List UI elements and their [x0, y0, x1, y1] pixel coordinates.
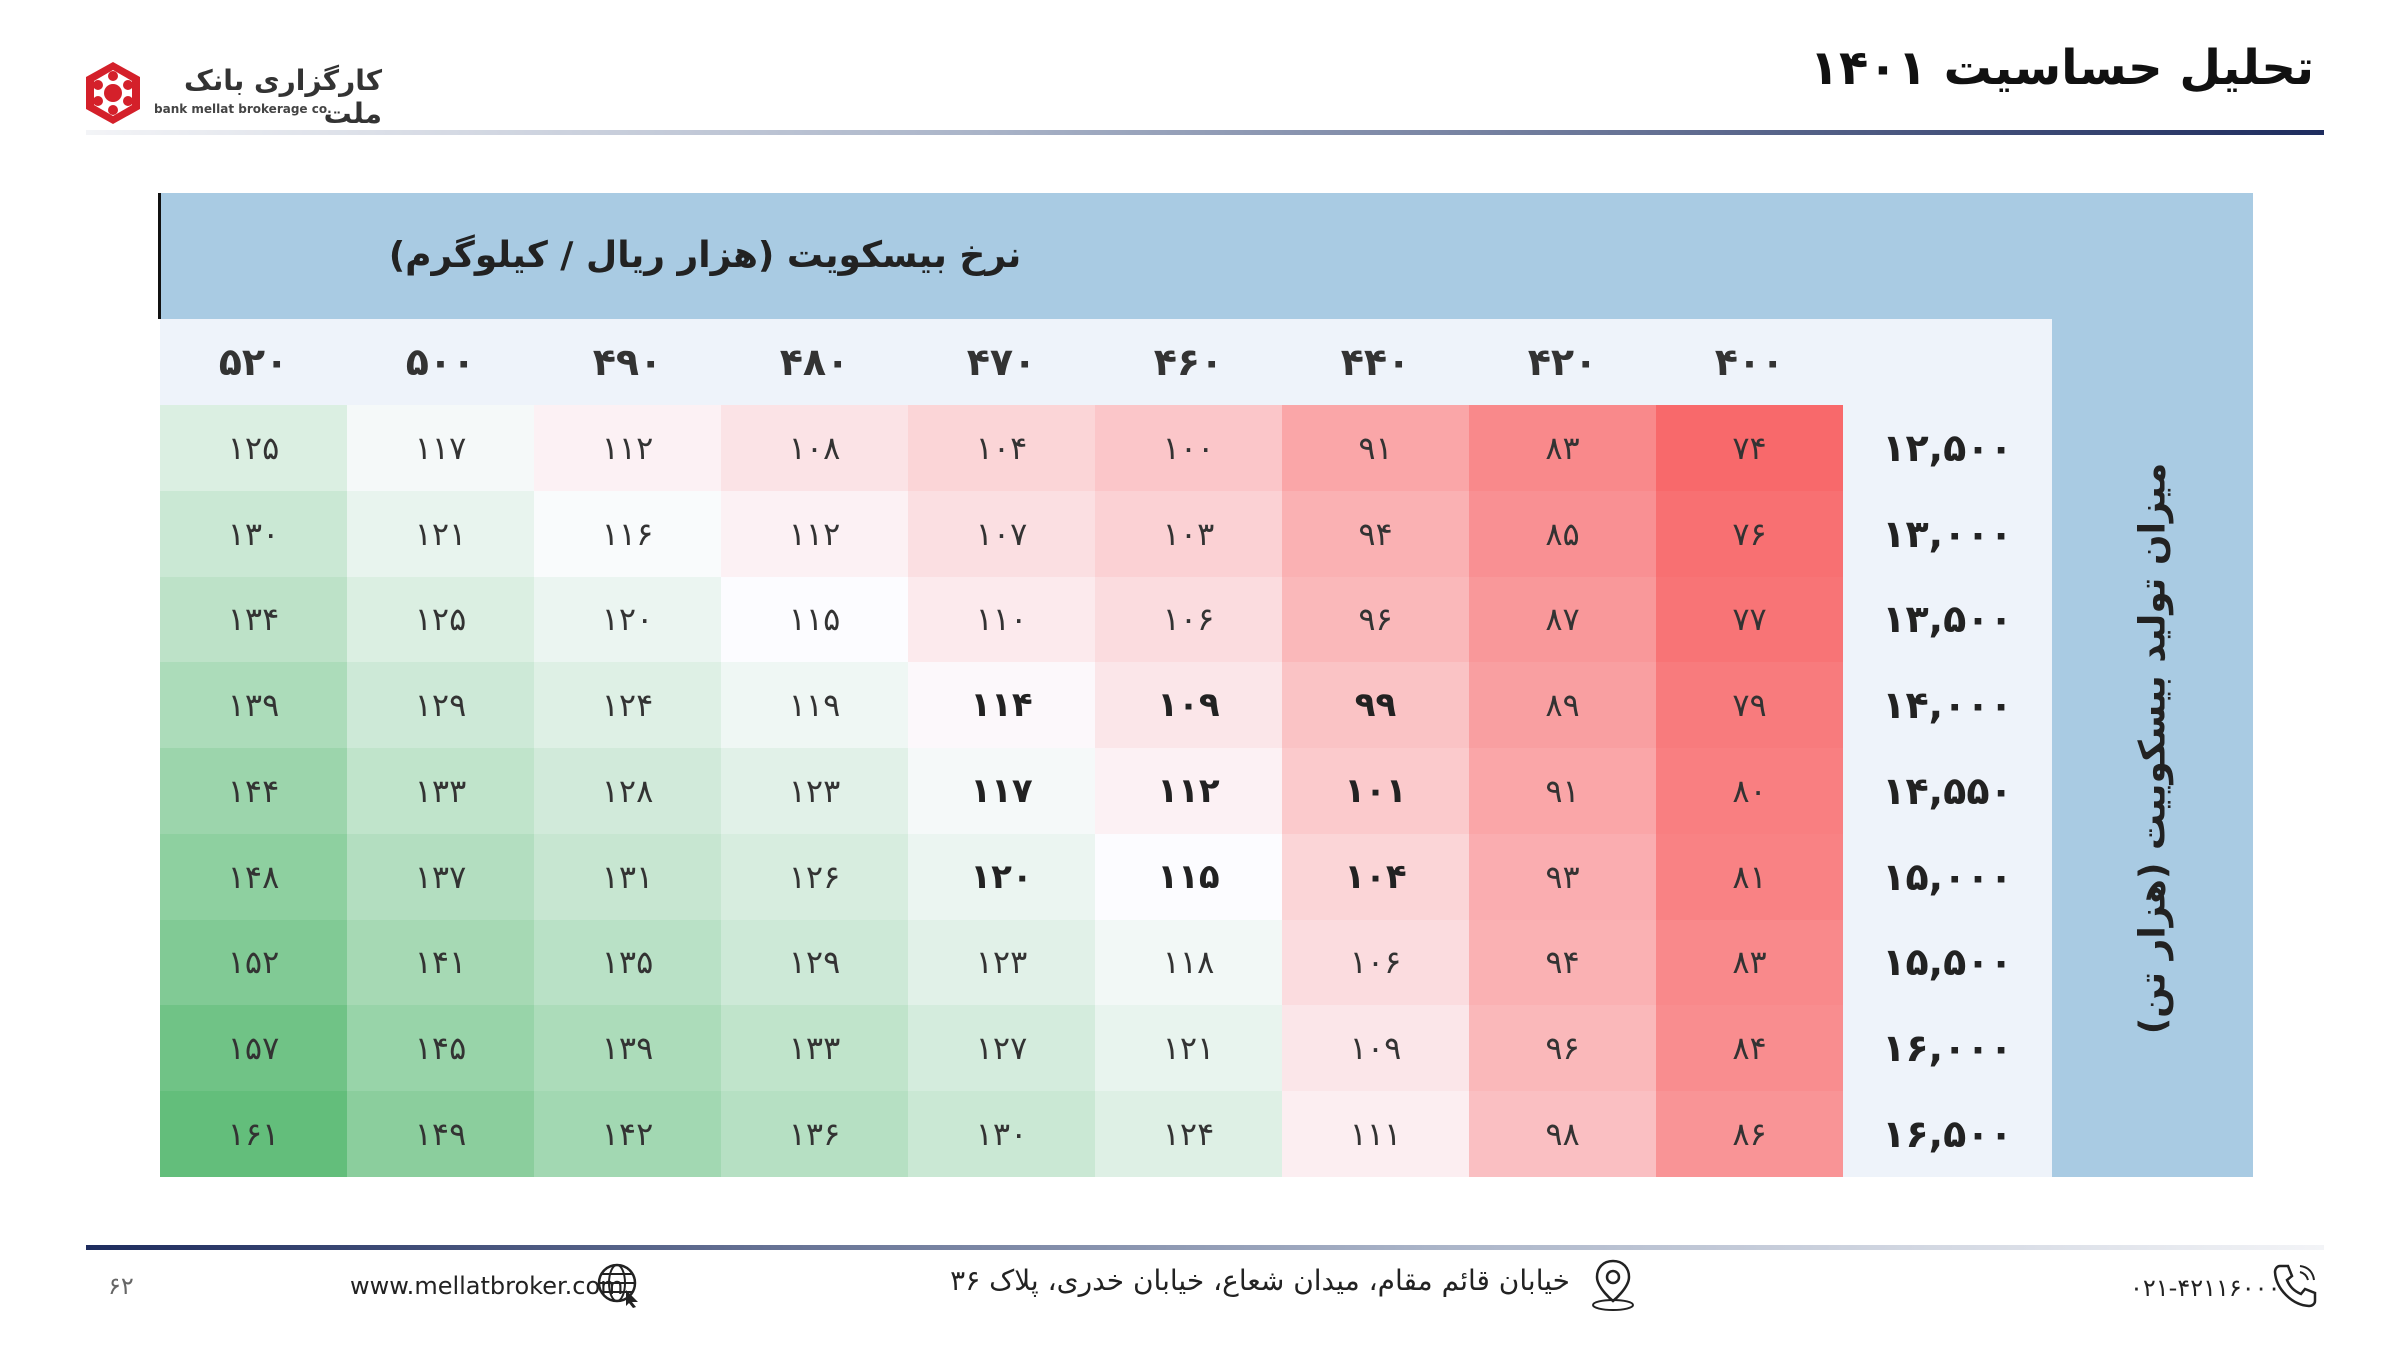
table-cell: ۱۲۴	[1095, 1091, 1282, 1177]
table-cell: ۱۲۷	[908, 1005, 1095, 1091]
footer-divider	[86, 1245, 2324, 1250]
column-header: ۴۷۰	[908, 319, 1095, 405]
table-cell: ۱۱۷	[347, 405, 534, 491]
table-cell: ۱۲۱	[1095, 1005, 1282, 1091]
row-header: ۱۵,۵۰۰	[1843, 920, 2052, 1006]
table-cell: ۷۹	[1656, 662, 1843, 748]
brand-logo	[82, 60, 382, 140]
table-cell: ۸۱	[1656, 834, 1843, 920]
column-header: ۵۰۰	[347, 319, 534, 405]
column-header: ۴۶۰	[1095, 319, 1282, 405]
table-cell: ۸۰	[1656, 748, 1843, 834]
column-header: ۴۰۰	[1656, 319, 1843, 405]
table-cell: ۱۴۴	[160, 748, 347, 834]
sensitivity-table	[160, 319, 2052, 1177]
table-cell: ۱۲۳	[908, 920, 1095, 1006]
table-row	[160, 748, 2052, 834]
table-cell: ۱۲۱	[347, 491, 534, 577]
table-cell: ۱۱۲	[721, 491, 908, 577]
column-header: ۴۲۰	[1469, 319, 1656, 405]
table-cell: ۱۲۴	[534, 662, 721, 748]
page-number: ۶۲	[108, 1272, 134, 1300]
table-cell: ۱۰۱	[1282, 748, 1469, 834]
table-cell: ۱۴۱	[347, 920, 534, 1006]
row-header: ۱۲,۵۰۰	[1843, 405, 2052, 491]
table-cell: ۱۱۰	[908, 577, 1095, 663]
table-cell: ۱۳۶	[721, 1091, 908, 1177]
table-row	[160, 834, 2052, 920]
row-header: ۱۴,۰۰۰	[1843, 662, 2052, 748]
row-header: ۱۳,۰۰۰	[1843, 491, 2052, 577]
table-cell: ۹۶	[1469, 1005, 1656, 1091]
table-cell: ۸۹	[1469, 662, 1656, 748]
table-cell: ۱۵۷	[160, 1005, 347, 1091]
table-row	[160, 405, 2052, 491]
table-cell: ۸۴	[1656, 1005, 1843, 1091]
table-cell: ۱۲۳	[721, 748, 908, 834]
table-cell: ۹۴	[1282, 491, 1469, 577]
table-cell: ۱۳۷	[347, 834, 534, 920]
row-header: ۱۵,۰۰۰	[1843, 834, 2052, 920]
table-cell: ۱۱۶	[534, 491, 721, 577]
table-cell: ۹۱	[1469, 748, 1656, 834]
table-cell: ۱۰۴	[1282, 834, 1469, 920]
logo-mark-icon	[82, 60, 144, 126]
table-cell: ۱۲۶	[721, 834, 908, 920]
column-header-row	[160, 319, 2052, 405]
table-cell: ۹۳	[1469, 834, 1656, 920]
table-cell: ۱۲۵	[160, 405, 347, 491]
table-row	[160, 920, 2052, 1006]
table-row	[160, 491, 2052, 577]
table-cell: ۱۳۱	[534, 834, 721, 920]
table-cell: ۱۰۳	[1095, 491, 1282, 577]
table-cell: ۱۴۹	[347, 1091, 534, 1177]
table-cell: ۱۰۸	[721, 405, 908, 491]
office-address: خیابان قائم مقام، میدان شعاع، خیابان خدری، پلاک ۳۶	[950, 1264, 1570, 1297]
table-cell: ۱۶۱	[160, 1091, 347, 1177]
table-cell: ۱۱۲	[534, 405, 721, 491]
table-cell: ۱۰۷	[908, 491, 1095, 577]
table-cell: ۱۱۲	[1095, 748, 1282, 834]
table-cell: ۱۳۳	[347, 748, 534, 834]
table-cell: ۸۳	[1656, 920, 1843, 1006]
table-cell: ۹۸	[1469, 1091, 1656, 1177]
globe-icon	[596, 1262, 642, 1308]
table-cell: ۱۲۹	[721, 920, 908, 1006]
table-cell: ۱۳۹	[534, 1005, 721, 1091]
table-cell: ۱۴۲	[534, 1091, 721, 1177]
logo-text-en: bank mellat brokerage co.	[154, 102, 332, 116]
table-cell: ۱۰۰	[1095, 405, 1282, 491]
table-cell: ۱۲۰	[908, 834, 1095, 920]
table-cell: ۹۶	[1282, 577, 1469, 663]
table-cell: ۱۰۹	[1095, 662, 1282, 748]
column-header: ۵۲۰	[160, 319, 347, 405]
table-cell: ۱۳۴	[160, 577, 347, 663]
table-cell: ۸۵	[1469, 491, 1656, 577]
table-cell: ۱۱۱	[1282, 1091, 1469, 1177]
website-link[interactable]: www.mellatbroker.com	[350, 1272, 624, 1300]
table-cell: ۱۳۰	[160, 491, 347, 577]
column-header: ۴۸۰	[721, 319, 908, 405]
table-cell: ۱۳۳	[721, 1005, 908, 1091]
table-row	[160, 1091, 2052, 1177]
table-cell: ۱۱۵	[1095, 834, 1282, 920]
table-row	[160, 662, 2052, 748]
table-cell: ۱۰۴	[908, 405, 1095, 491]
table-cell: ۱۴۵	[347, 1005, 534, 1091]
phone-icon	[2270, 1260, 2320, 1310]
phone-number: ۰۲۱-۴۲۱۱۶۰۰۰	[2130, 1274, 2281, 1302]
table-cell: ۱۵۲	[160, 920, 347, 1006]
table-cell: ۱۰۶	[1095, 577, 1282, 663]
table-row	[160, 577, 2052, 663]
column-header: ۴۴۰	[1282, 319, 1469, 405]
table-cell: ۱۲۰	[534, 577, 721, 663]
row-header: ۱۶,۵۰۰	[1843, 1091, 2052, 1177]
table-row	[160, 1005, 2052, 1091]
table-cell: ۷۶	[1656, 491, 1843, 577]
table-cell: ۱۱۷	[908, 748, 1095, 834]
table-cell: ۱۳۹	[160, 662, 347, 748]
table-cell: ۸۳	[1469, 405, 1656, 491]
table-cell: ۱۱۴	[908, 662, 1095, 748]
table-cell: ۱۱۵	[721, 577, 908, 663]
table-cell: ۱۱۸	[1095, 920, 1282, 1006]
table-cell: ۱۳۰	[908, 1091, 1095, 1177]
column-header: ۴۹۰	[534, 319, 721, 405]
table-cell: ۹۹	[1282, 662, 1469, 748]
table-cell: ۸۷	[1469, 577, 1656, 663]
table-cell: ۷۷	[1656, 577, 1843, 663]
table-cell: ۱۱۹	[721, 662, 908, 748]
row-axis-title-wrap	[2052, 319, 2253, 1177]
logo-text-fa: کارگزاری بانک ملت	[184, 64, 382, 130]
page-title: تحلیل حساسیت ۱۴۰۱	[1809, 40, 2314, 96]
table-cell: ۱۰۹	[1282, 1005, 1469, 1091]
table-cell: ۱۴۸	[160, 834, 347, 920]
location-pin-icon	[1588, 1257, 1638, 1313]
row-header: ۱۳,۵۰۰	[1843, 577, 2052, 663]
row-header: ۱۴,۵۵۰	[1843, 748, 2052, 834]
table-corner	[1843, 319, 2052, 405]
table-cell: ۱۲۹	[347, 662, 534, 748]
table-cell: ۸۶	[1656, 1091, 1843, 1177]
column-axis-title: نرخ بیسکویت (هزار ریال / کیلوگرم)	[388, 234, 1022, 276]
table-cell: ۱۳۵	[534, 920, 721, 1006]
table-cell: ۱۰۶	[1282, 920, 1469, 1006]
header-divider	[86, 130, 2324, 135]
table-cell: ۱۲۵	[347, 577, 534, 663]
table-cell: ۷۴	[1656, 405, 1843, 491]
table-cell: ۱۲۸	[534, 748, 721, 834]
row-axis-title: میزان تولید بیسکوییت (هزار تن)	[2132, 462, 2173, 1034]
table-cell: ۹۱	[1282, 405, 1469, 491]
row-header: ۱۶,۰۰۰	[1843, 1005, 2052, 1091]
table-cell: ۹۴	[1469, 920, 1656, 1006]
